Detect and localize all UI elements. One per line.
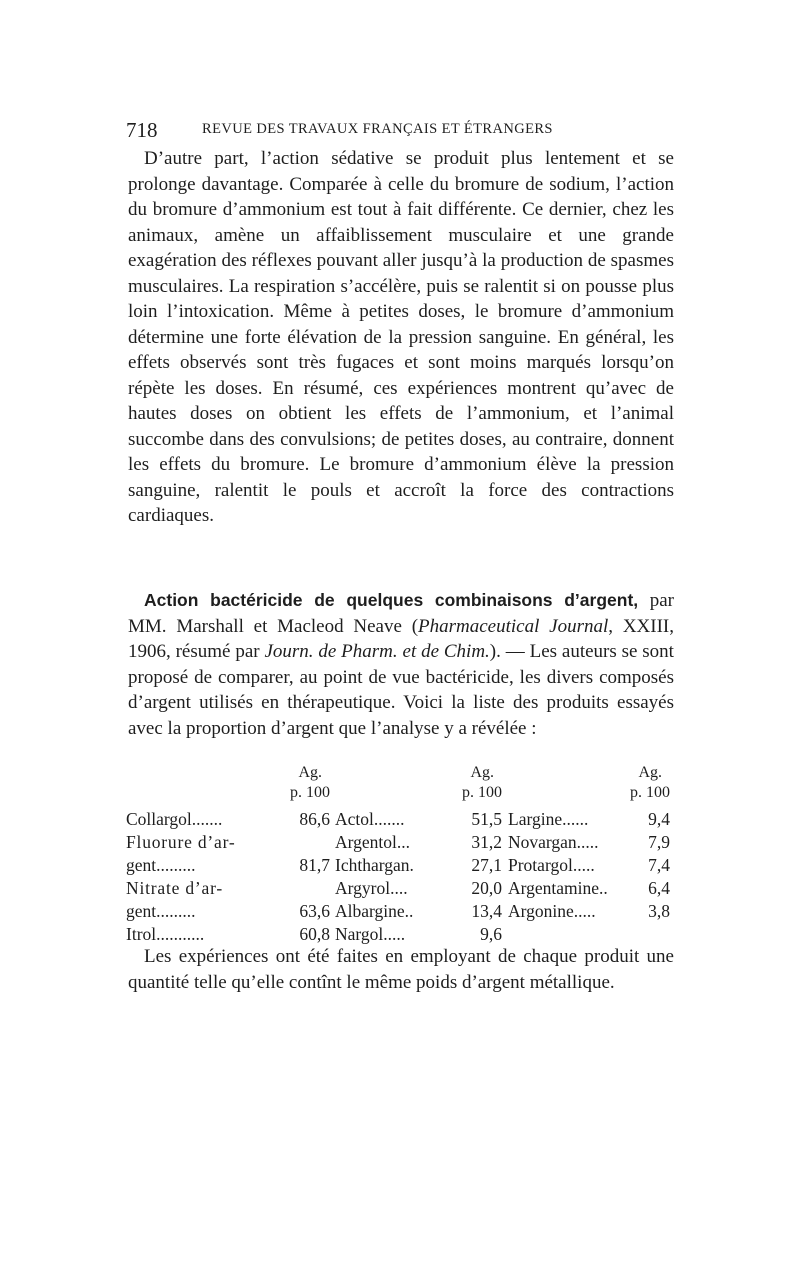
- compound-name: Largine......: [508, 809, 589, 829]
- silver-compounds-table: [126, 763, 676, 944]
- compound-name: Argonine.....: [508, 901, 596, 921]
- compound-silver-value: 81,7: [299, 855, 330, 875]
- column-header-unit: p. 100: [462, 784, 502, 801]
- compound-silver-value: 7,9: [648, 832, 670, 852]
- compound-silver-value: 20,0: [471, 878, 502, 898]
- article-summary-source: Journ. de Pharm. et de Chim.: [264, 641, 490, 662]
- column-header-ag: Ag.: [298, 764, 322, 781]
- compound-silver-value: 86,6: [299, 809, 330, 829]
- compound-name: Itrol...........: [126, 924, 205, 944]
- compound-silver-value: 51,5: [471, 809, 502, 829]
- compound-silver-value: 9,6: [480, 924, 502, 944]
- compound-silver-value: 6,4: [648, 878, 670, 898]
- article-authors: par MM. Marshall et Macleod Neave (: [128, 590, 674, 637]
- compound-silver-value: 7,4: [648, 855, 670, 875]
- compound-name: Actol.......: [335, 809, 405, 829]
- compound-name: Ichthargan.: [335, 855, 414, 875]
- column-header-ag: Ag.: [638, 764, 662, 781]
- compound-name: Collargol.......: [126, 809, 223, 829]
- compound-silver-value: 9,4: [648, 809, 670, 829]
- compound-silver-value: 27,1: [471, 855, 502, 875]
- article-journal-ref: , XXIII, 1906, résumé par: [128, 615, 674, 662]
- compound-name: Fluorure d’ar-: [126, 832, 236, 852]
- compound-silver-value: 31,2: [471, 832, 502, 852]
- compound-name: Protargol.....: [508, 855, 595, 875]
- column-header-unit: p. 100: [630, 784, 670, 801]
- compound-name: Argentamine..: [508, 878, 608, 898]
- column-header-1: [266, 763, 330, 803]
- column-header-ag: Ag.: [470, 764, 494, 781]
- page-header: [126, 118, 676, 144]
- compound-name: Argentol...: [335, 832, 411, 852]
- column-header-unit: p. 100: [290, 784, 330, 801]
- article-title: Action bactéricide de quelques combinaisons d’argent,: [144, 590, 639, 610]
- compound-name: gent.........: [126, 855, 196, 875]
- compound-name: Novargan.....: [508, 832, 599, 852]
- compound-name: Argyrol....: [335, 878, 408, 898]
- paragraph-bromure: [128, 146, 674, 529]
- column-header-3: [608, 763, 670, 803]
- paragraph-conclusion-text: Les expériences ont été faites en employant de chaque produit une quantité telle qu’elle contînt le même poids d’argent métallique.: [128, 946, 674, 993]
- page-number: 718: [126, 118, 158, 142]
- compound-silver-value: 63,6: [299, 901, 330, 921]
- compound-silver-value: 60,8: [299, 924, 330, 944]
- compound-name: Nargol.....: [335, 924, 406, 944]
- compound-name: gent.........: [126, 901, 196, 921]
- article-body: ). — Les auteurs se sont proposé de comparer, au point de vue bactéricide, les divers composés d’argent utilisés en thérapeutique. Voici la liste des produits essayés avec la proportion d’argent que l’analyse y a révélée :: [128, 641, 674, 739]
- compound-silver-value: 13,4: [471, 901, 502, 921]
- compound-silver-value: 3,8: [648, 901, 670, 921]
- compound-name: Albargine..: [335, 901, 414, 921]
- paragraph-bromure-text: D’autre part, l’action sédative se produit plus lentement et se prolonge davantage. Comparée à celle du bromure de sodium, l’action du bromure d’ammonium est tout à fait différente. Ce dernier, chez les animaux, amène un affaiblissement musculaire et une grande exagération des réflexes pouvant aller jusqu’à la production de spasmes musculaires. La respiration s’accélère, puis se ralentit si on pousse plus loin l’intoxication. Même à petites doses, le bromure d’ammonium détermine une forte élévation de la pression sanguine. En général, les effets observés sont très fugaces et sont moins marqués lorsqu’on répète les doses. En résumé, ces expériences montrent qu’avec de hautes doses on obtient les effets de l’ammonium, et l’animal succombe dans des convulsions; de petites doses, au contraire, donnent les effets du bromure. Le bromure d’ammonium élève la pression sanguine, ralentit le pouls et accroît la force des contractions cardiaques.: [128, 148, 674, 526]
- paragraph-article: [128, 588, 674, 741]
- paragraph-conclusion: [128, 944, 674, 995]
- column-header-2: [438, 763, 502, 803]
- article-journal: Pharmaceutical Journal: [418, 615, 609, 637]
- compound-name: Nitrate d’ar-: [126, 878, 224, 898]
- running-title: REVUE DES TRAVAUX FRANÇAIS ET ÉTRANGERS: [202, 121, 553, 137]
